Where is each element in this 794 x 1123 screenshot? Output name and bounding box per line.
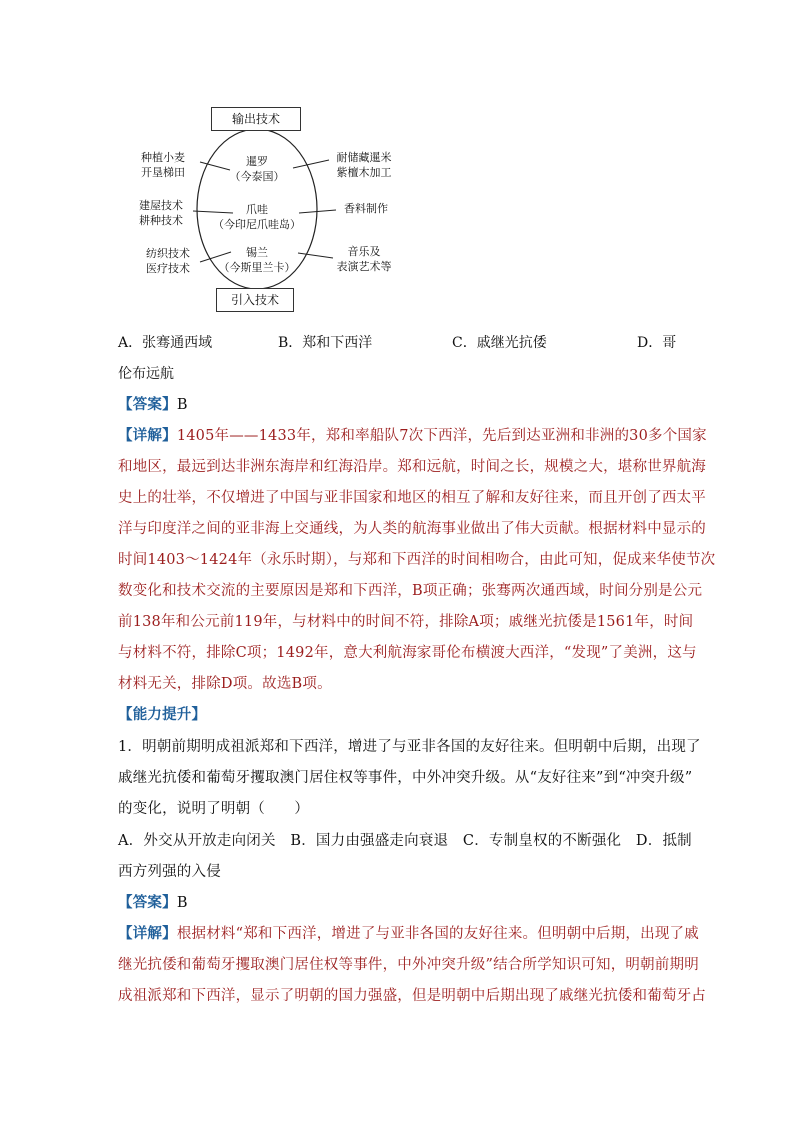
q2-options: A．外交从开放走向闭关 B．国力由强盛走向衰退 C．专制皇权的不断强化 D．抵制	[118, 833, 692, 849]
detail-line: 继光抗倭和葡萄牙攫取澳门居住权等事件，中外冲突升级”结合所学知识可知，明朝前期明	[118, 957, 699, 973]
tech-line: 种植小麦	[141, 151, 185, 164]
q2-answer	[118, 891, 188, 912]
tech-line: 表演艺术等	[336, 260, 392, 273]
tech-line: 香料制作	[344, 202, 388, 215]
answer-label: 【答案】	[118, 396, 177, 413]
detail-line	[118, 922, 699, 943]
tech-line: 纺织技术	[146, 247, 190, 260]
country-name: 爪哇	[246, 203, 268, 216]
tech-line: 医疗技术	[146, 262, 190, 275]
q2-options-wrap: 西方列强的入侵	[118, 864, 221, 880]
detail-text: 1405年——1433年，郑和率船队7次下西洋，先后到达亚洲和非洲的30多个国家	[176, 428, 707, 444]
q1-option-d-wrap: 伦布远航	[118, 366, 174, 382]
detail-line: 材料无关，排除D项。故选B项。	[118, 676, 332, 692]
tech-line: 紫檀木加工	[336, 166, 392, 179]
diagram-lines	[0, 0, 794, 320]
tech-line: 开垦梯田	[141, 166, 185, 179]
country-ceylon	[207, 245, 307, 275]
detail-text: 根据材料“郑和下西洋，增进了与亚非各国的友好往来。但明朝中后期，出现了戚	[176, 926, 699, 942]
q1-option-d: D．哥	[637, 335, 677, 351]
stem-line: 1．明朝前期明成祖派郑和下西洋，增进了与亚非各国的友好往来。但明朝中后期，出现了	[118, 739, 701, 755]
country-name: 锡兰	[246, 246, 268, 259]
detail-line: 前138年和公元前119年，与材料中的时间不符，排除A项；戚继光抗倭是1561年，时间	[118, 614, 694, 630]
tech-line: 耕种技术	[139, 214, 183, 227]
right-tech-1	[331, 150, 397, 180]
answer-value: B	[176, 397, 188, 413]
stem-line: 戚继光抗倭和葡萄牙攫取澳门居住权等事件，中外冲突升级。从“友好往来”到“冲突升级”	[118, 770, 693, 786]
output-technology-box: 输出技术	[211, 107, 301, 131]
q1-option-b: B．郑和下西洋	[278, 335, 373, 351]
tech-line: 耐储藏暹米	[336, 151, 392, 164]
country-modern-name: （今斯里兰卡）	[218, 261, 296, 274]
country-name: 暹罗	[246, 155, 268, 168]
q1-option-c: C．戚继光抗倭	[452, 335, 547, 351]
answer-label: 【答案】	[118, 894, 177, 911]
right-tech-2	[338, 201, 394, 216]
detail-line: 和地区，最远到达非洲东海岸和红海沿岸。郑和远航，时间之长，规模之大，堪称世界航海	[118, 459, 706, 475]
stem-line: 的变化，说明了明朝（ ）	[118, 801, 310, 817]
detail-line: 史上的壮举，不仅增进了中国与亚非国家和地区的相互了解和友好往来，而且开创了西太平	[118, 490, 706, 506]
q1-answer	[118, 393, 188, 414]
country-modern-name: （今泰国）	[229, 170, 285, 183]
right-tech-3	[332, 244, 396, 274]
detail-label: 【详解】	[118, 427, 177, 444]
detail-line	[118, 424, 707, 445]
country-modern-name: （今印尼爪哇岛）	[213, 218, 301, 231]
left-tech-2	[130, 198, 192, 228]
country-siam	[207, 154, 307, 184]
detail-line: 成祖派郑和下西洋，显示了明朝的国力强盛，但是明朝中后期出现了戚继光抗倭和葡萄牙占	[118, 988, 706, 1004]
left-tech-1	[134, 150, 192, 180]
detail-line: 时间1403～1424年（永乐时期），与郑和下西洋的时间相吻合，由此可知，促成来华使节次	[118, 552, 716, 568]
q1-option-a: A．张骞通西域	[118, 335, 213, 351]
country-java	[207, 202, 307, 232]
detail-line: 与材料不符，排除C项；1492年，意大利航海家哥伦布横渡大西洋，“发现”了美洲，这与	[118, 645, 697, 661]
detail-label: 【详解】	[118, 925, 177, 942]
detail-line: 洋与印度洋之间的亚非海上交通线，为人类的航海事业做出了伟大贡献。根据材料中显示的	[118, 521, 706, 537]
import-technology-box: 引入技术	[216, 288, 294, 312]
left-tech-3	[138, 246, 198, 276]
detail-line: 数变化和技术交流的主要原因是郑和下西洋，B项正确；张骞两次通西域，时间分别是公元	[118, 583, 703, 599]
tech-line: 音乐及	[347, 245, 381, 258]
tech-line: 建屋技术	[139, 199, 183, 212]
answer-value: B	[176, 895, 188, 911]
section-title: 【能力提升】	[118, 706, 207, 723]
